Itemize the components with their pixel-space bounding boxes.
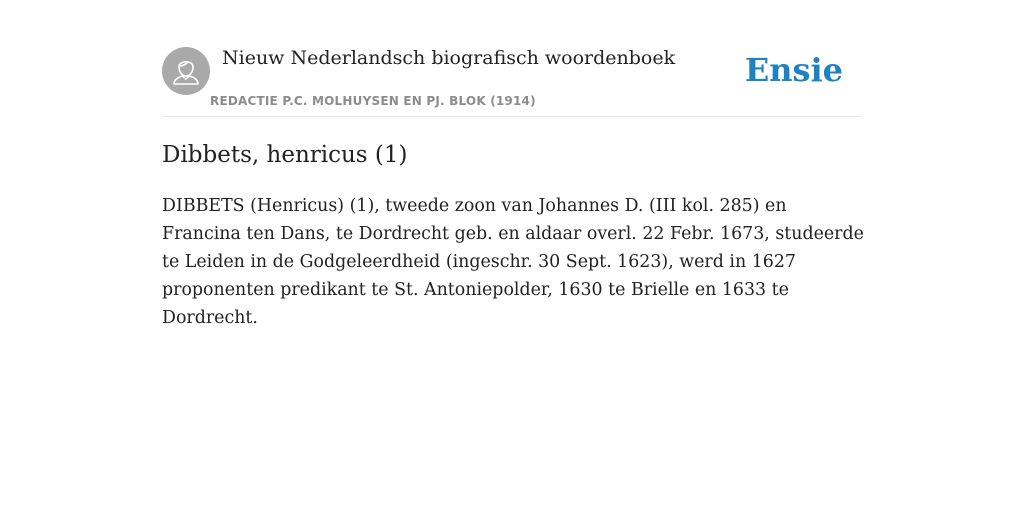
entry-title: Dibbets, henricus (1) xyxy=(162,142,408,168)
user-silhouette-icon xyxy=(162,47,210,95)
source-header xyxy=(162,46,862,117)
entry-body: DIBBETS (Henricus) (1), tweede zoon van Johannes D. (III kol. 285) en Francina ten Dans, te Dordrecht geb. en aldaar overl. 22 Febr. 1673, studeerde te Leiden in de Godgeleerdheid (ingeschr. 30 Sept. 1623), werd in 1627 proponenten predikant te St. Antoniepolder, 1630 te Brielle en 1633 te Dordrecht. xyxy=(162,196,864,328)
avatar[interactable] xyxy=(162,47,210,95)
brand-logo[interactable]: Ensie xyxy=(744,51,843,89)
source-editors: REDACTIE P.C. MOLHUYSEN EN PJ. BLOK (1914) xyxy=(210,94,536,108)
source-title[interactable]: Nieuw Nederlandsch biografisch woordenboek xyxy=(222,47,676,69)
